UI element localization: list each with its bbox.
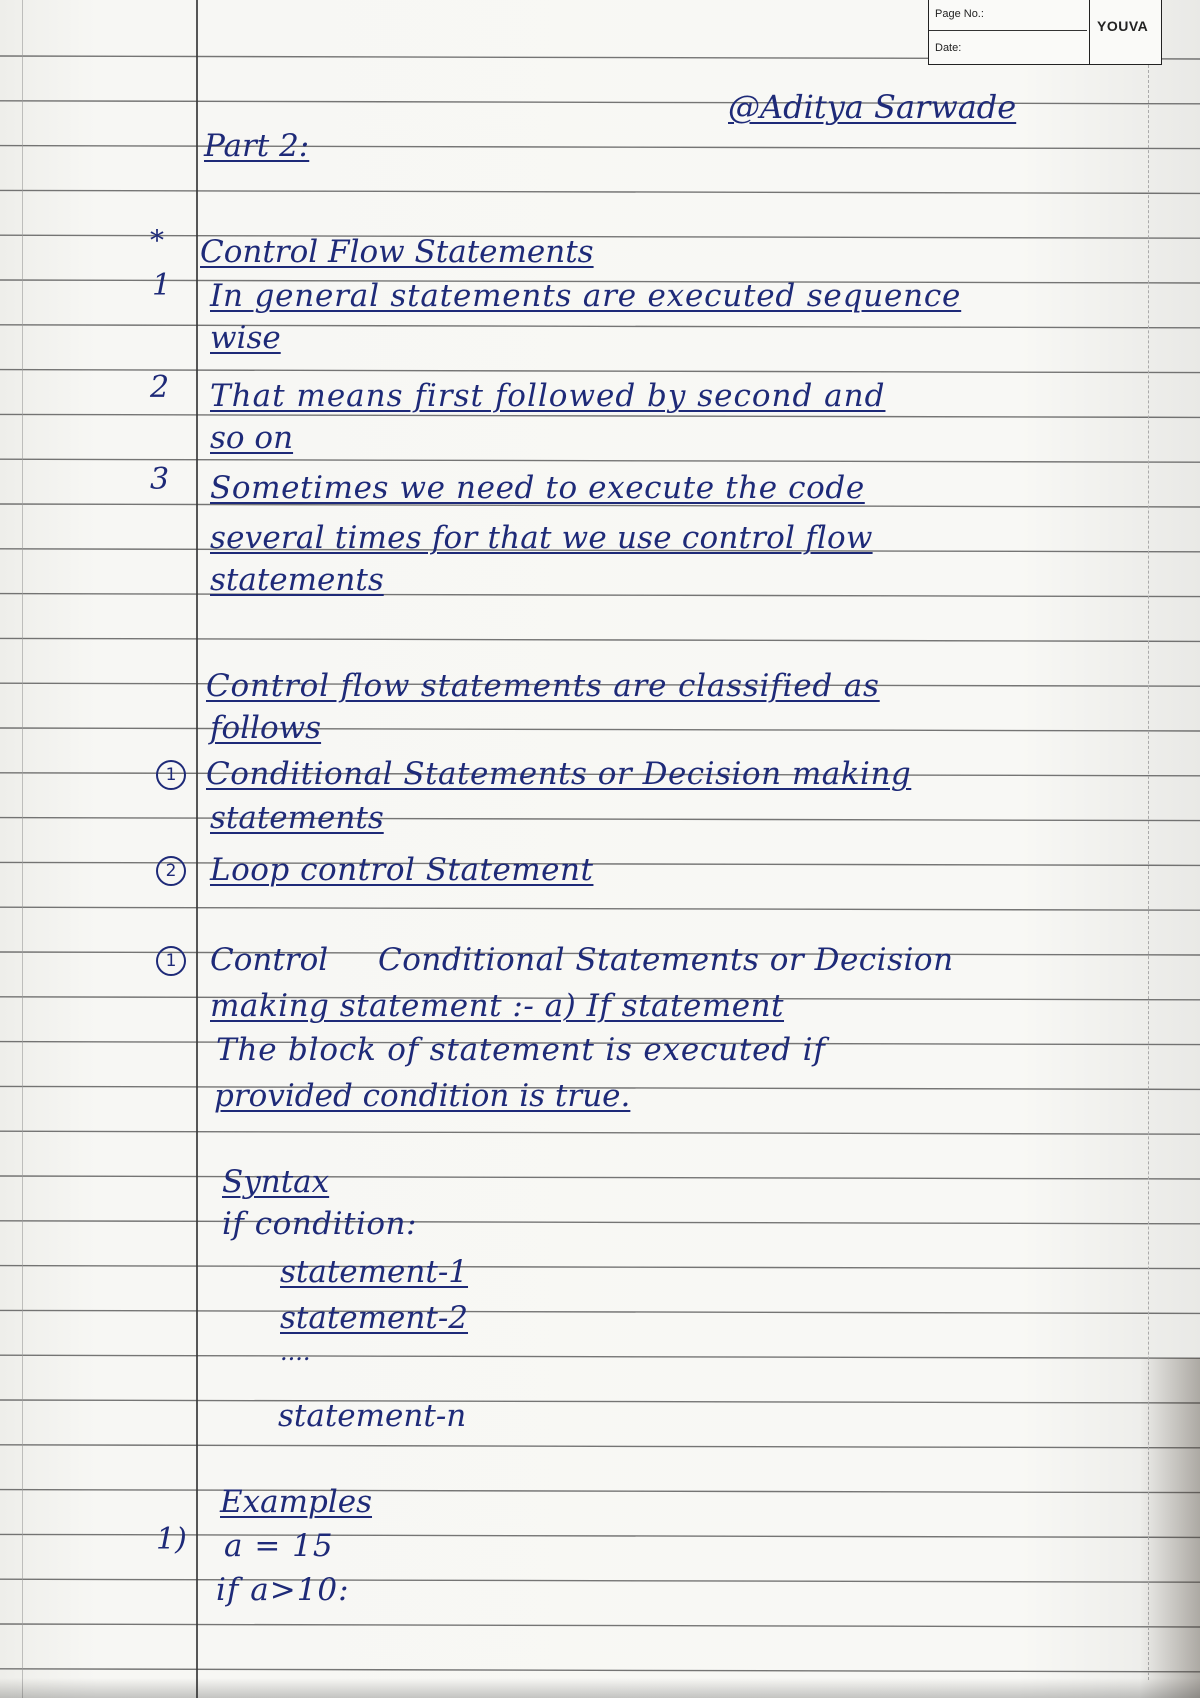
point-line: That means first followed by second and <box>210 378 886 414</box>
example-line: if a>10: <box>216 1572 350 1608</box>
point-line: wise <box>210 320 281 356</box>
circled-number: 1 <box>156 946 186 976</box>
ruled-line <box>0 1445 1200 1448</box>
brand-name: YOUVA <box>1097 18 1149 34</box>
ruled-line <box>0 1490 1200 1493</box>
ruled-line <box>0 1310 1200 1313</box>
ruled-line <box>0 1669 1200 1672</box>
ruled-line <box>0 818 1200 821</box>
point-number: 3 <box>150 462 170 497</box>
ruled-line <box>0 1579 1200 1582</box>
circled-number: 2 <box>156 856 186 886</box>
point-line: In general statements are executed sequence <box>210 278 962 314</box>
ruled-line <box>0 1355 1200 1358</box>
ruled-line <box>0 325 1200 328</box>
conditional-heading-line2: making statement :- a) If statement <box>210 988 785 1024</box>
struck-word: Control <box>210 942 329 978</box>
ruled-line <box>0 907 1200 910</box>
section-title: Control Flow Statements <box>200 234 594 270</box>
ruled-line <box>0 146 1200 149</box>
classification-item: statements <box>210 800 384 836</box>
circled-number: 1 <box>156 760 186 790</box>
header-vertical-divider <box>1089 0 1090 64</box>
syntax-header: if condition: <box>222 1206 417 1242</box>
example-number: 1) <box>156 1522 187 1557</box>
author-signature: @Aditya Sarwade <box>728 88 1017 126</box>
bottom-shadow <box>0 1678 1200 1698</box>
page-no-label: Page No.: <box>935 8 984 20</box>
classification-item: Loop control Statement <box>210 852 594 888</box>
page-curl-shadow <box>1140 1358 1200 1698</box>
ruled-line <box>0 728 1200 731</box>
ruled-line <box>0 1266 1200 1269</box>
conditional-heading: Conditional Statements or Decision <box>378 942 954 978</box>
point-line: several times for that we use control flow <box>210 520 873 556</box>
syntax-statement: statement-1 <box>280 1254 469 1290</box>
ruled-line <box>0 190 1200 193</box>
classification-intro: Control flow statements are classified as <box>206 668 880 704</box>
margin-line <box>196 0 198 1698</box>
ruled-line <box>0 1624 1200 1627</box>
point-line: statements <box>210 562 384 598</box>
page-header-box <box>928 0 1162 65</box>
example-line: a = 15 <box>224 1528 334 1564</box>
ruled-line <box>0 101 1200 104</box>
ruled-line <box>0 459 1200 462</box>
left-edge-line <box>22 0 23 1698</box>
examples-title: Examples <box>220 1484 373 1520</box>
header-divider <box>929 30 1087 31</box>
point-number: 1 <box>152 268 172 303</box>
ruled-line <box>0 1176 1200 1179</box>
date-label: Date: <box>935 42 962 54</box>
point-number: 2 <box>150 370 170 405</box>
syntax-title: Syntax <box>222 1164 330 1200</box>
part-title: Part 2: <box>204 128 310 164</box>
ruled-line <box>0 370 1200 373</box>
syntax-statement: statement-2 <box>280 1300 469 1336</box>
ruled-line <box>0 638 1200 641</box>
conditional-description: The block of statement is executed if <box>216 1032 826 1068</box>
ruled-line <box>0 235 1200 238</box>
ruled-line <box>0 1400 1200 1403</box>
ruled-line <box>0 414 1200 417</box>
point-line: so on <box>210 420 294 456</box>
syntax-ellipsis: .... <box>280 1338 311 1366</box>
classification-intro: follows <box>210 710 322 746</box>
syntax-statement: statement-n <box>278 1398 467 1434</box>
ruled-line <box>0 1131 1200 1134</box>
classification-item: Conditional Statements or Decision making <box>206 756 912 792</box>
ruled-line <box>0 1221 1200 1224</box>
bullet-star: * <box>150 224 164 257</box>
ruled-line <box>0 594 1200 597</box>
point-line: Sometimes we need to execute the code <box>210 470 865 506</box>
conditional-description: provided condition is true. <box>214 1078 631 1114</box>
